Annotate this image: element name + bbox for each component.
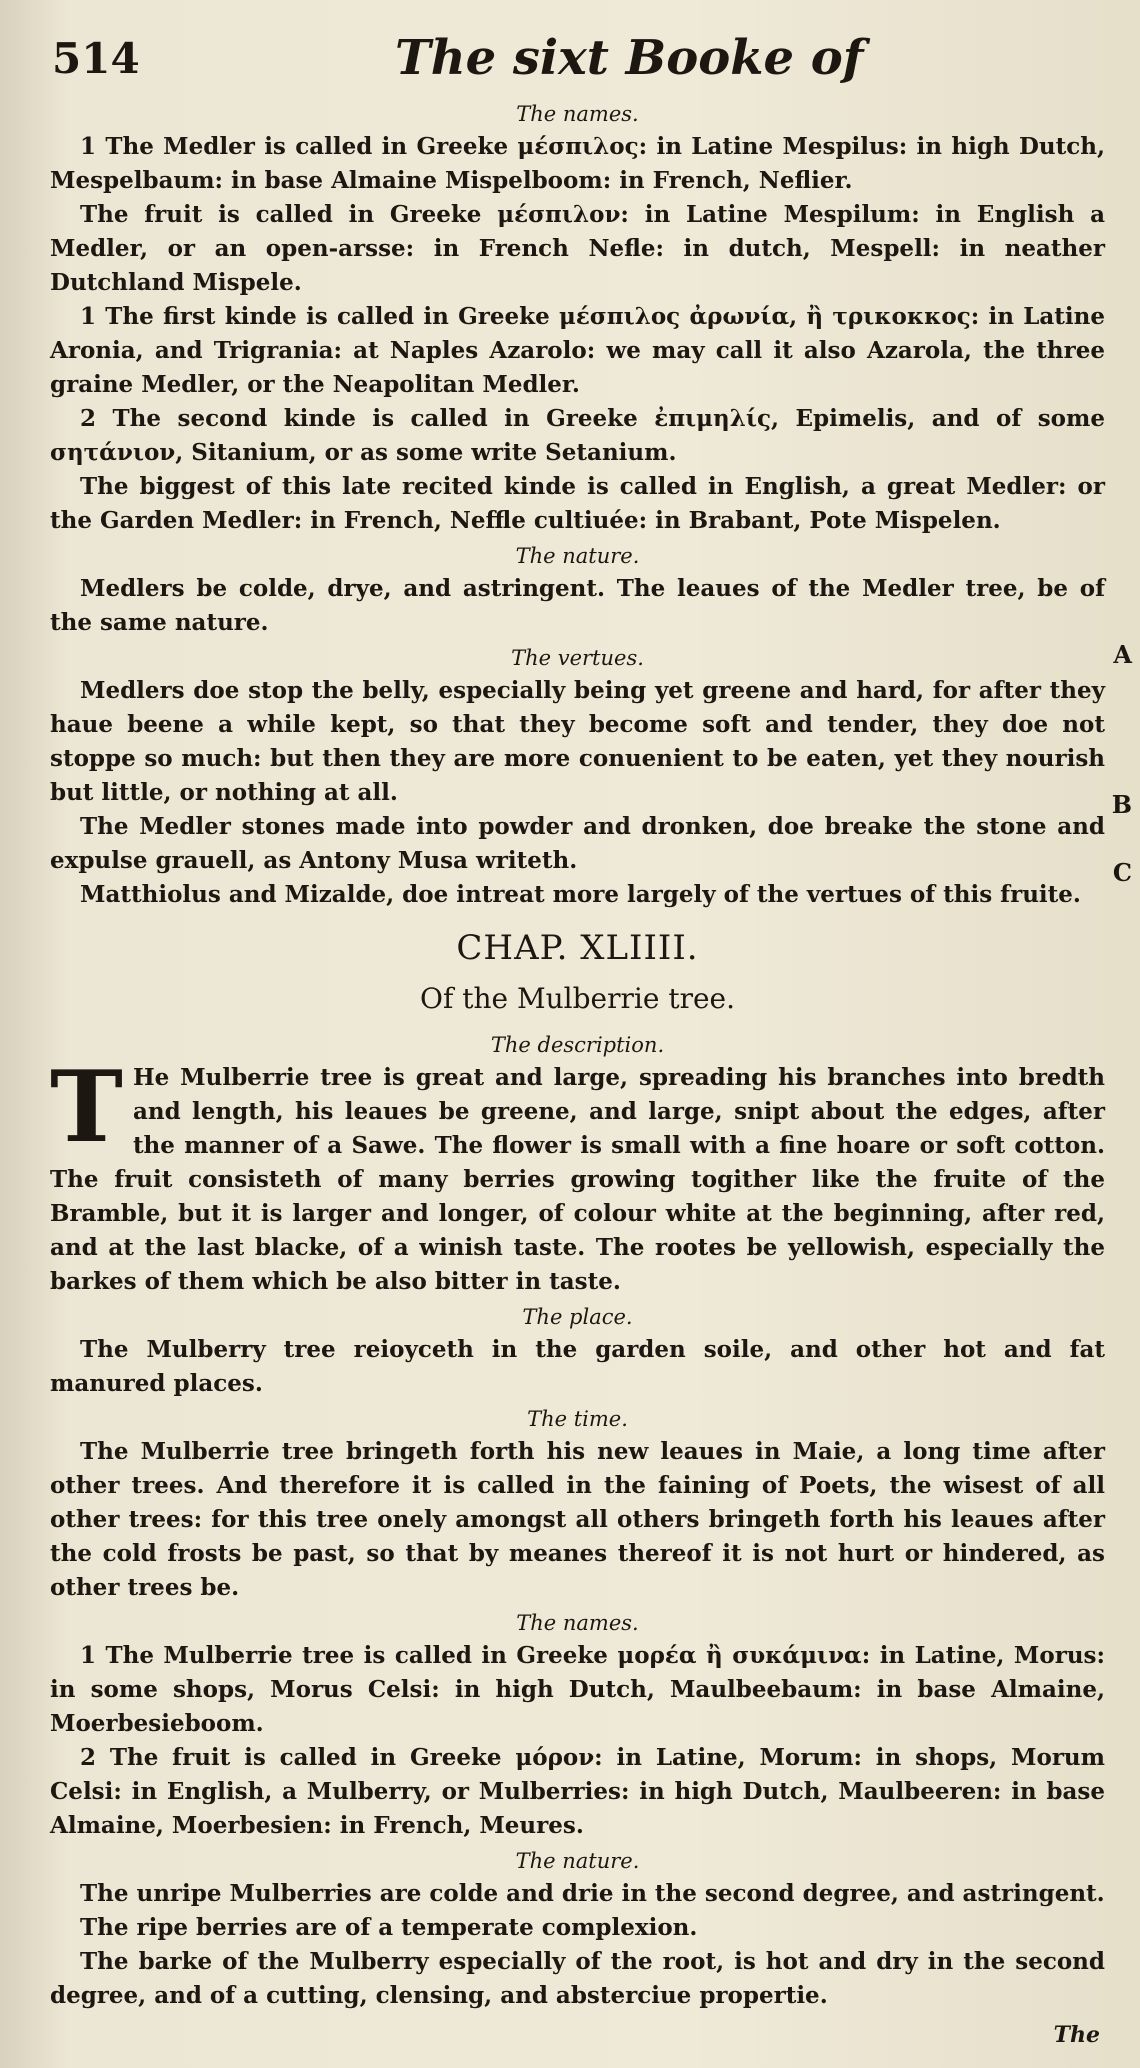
margin-letter-c: C — [1112, 858, 1132, 887]
margin-letter-a: A — [1113, 640, 1132, 669]
paragraph: 1 The Medler is called in Greeke μέσπιλος: in Latine Mespilus: in high Dutch, Mespelbaum: in base Almaine Mispelboom: in French, Neflier. — [50, 133, 1105, 194]
paragraph: 1 The Mulberrie tree is called in Greeke μορέα ἢ συκάμινα: in Latine, Morus: in some shops, Morus Celsi: in high Dutch, Maulbeebaum: in base Almaine, Moerbesieboom. — [50, 1642, 1105, 1737]
heading-place: The place. — [522, 1305, 633, 1329]
paragraph: The unripe Mulberries are colde and drie in the second degree, and astringent. — [80, 1880, 1105, 1907]
paragraph: 1 The first kinde is called in Greeke μέσπιλος ἀρωνία, ἢ τρικοκκος: in Latine Aronia, and Trigrania: at Naples Azarolo: we may call it also Azarola, the three graine Medler, or the Neapolitan Medler. — [50, 303, 1105, 398]
heading-names: The names. — [516, 102, 639, 126]
paragraph: 2 The fruit is called in Greeke μόρον: in Latine, Morum: in shops, Morum Celsi: in English, a Mulberry, or Mulberries: in high Dutch, Maulbeeren: in base Almaine, Moerbesien: in French, Meures. — [50, 1744, 1105, 1839]
paragraph: The Mulberrie tree bringeth forth his new leaues in Maie, a long time after other trees. And therefore it is called in the faining of Poets, the wisest of all other trees: for this tree onely amongst all others bringeth forth his leaues after the cold frosts be past, so that by meanes thereof it is not hurt or hindered, as other trees be. — [50, 1438, 1105, 1601]
heading-nature: The nature. — [515, 544, 640, 568]
paragraph: The Mulberry tree reioyceth in the garden soile, and other hot and fat manured places. — [50, 1336, 1105, 1397]
paragraph: The fruit is called in Greeke μέσπιλον: in Latine Mespilum: in English a Medler, or an open-arsse: in French Nefle: in dutch, Mespell: in neather Dutchland Mispele. — [50, 201, 1105, 296]
description-paragraph — [50, 1050, 1105, 1299]
drop-cap: T — [50, 1050, 123, 1165]
chapter-subtitle: Of the Mulberrie tree. — [420, 982, 735, 1015]
heading-vertues: The vertues. — [511, 646, 644, 670]
heading-time: The time. — [527, 1407, 628, 1431]
margin-letter-b: B — [1111, 790, 1132, 819]
heading-nature: The nature. — [515, 1849, 640, 1873]
heading-names: The names. — [516, 1611, 639, 1635]
medler-section — [50, 96, 1105, 912]
description-text: He Mulberrie tree is great and large, spreading his branches into bredth and length, his leaues be greene, and large, snipt about the edges, after the manner of a Sawe. The flower is small with a fine hoare or soft cotton. The fruit consisteth of many berries growing togither like the fruite of the Bramble, but it is larger and longer, of colour white at the beginning, after red, and at the last blacke, of a winish taste. The rootes be yellowish, especially the barkes of them which be also bitter in taste. — [50, 1064, 1105, 1295]
chapter-title: CHAP. XLIIII. — [456, 928, 699, 968]
paragraph: The ripe berries are of a temperate complexion. — [80, 1914, 698, 1941]
mulberry-chapter — [50, 928, 1105, 2013]
paragraph: 2 The second kinde is called in Greeke ἐπιμηλίς, Epimelis, and of some σητάνιον, Sitanium, or as some write Setanium. — [50, 405, 1105, 466]
paragraph: The barke of the Mulberry especially of the root, is hot and dry in the second degree, and of a cutting, clensing, and absterciue propertie. — [50, 1948, 1105, 2009]
paragraph: Medlers be colde, drye, and astringent. The leaues of the Medler tree, be of the same nature. — [50, 575, 1105, 636]
page-number: 514 — [52, 34, 140, 83]
page-header — [0, 20, 1140, 90]
running-title: The sixt Booke of — [395, 30, 864, 86]
paragraph: Matthiolus and Mizalde, doe intreat more largely of the vertues of this fruite. — [80, 881, 1081, 908]
catchword: The — [1053, 2022, 1100, 2048]
heading-description: The description. — [490, 1033, 665, 1057]
paragraph: The Medler stones made into powder and dronken, doe breake the stone and expulse grauell, as Antony Musa writeth. — [50, 813, 1105, 874]
paragraph: Medlers doe stop the belly, especially being yet greene and hard, for after they haue beene a while kept, so that they become soft and tender, they doe not stoppe so much: but then they are more conuenient to be eaten, yet they nourish but little, or nothing at all. — [50, 677, 1105, 806]
paragraph: The biggest of this late recited kinde is called in English, a great Medler: or the Garden Medler: in French, Neffle cultiuée: in Brabant, Pote Mispelen. — [50, 473, 1105, 534]
